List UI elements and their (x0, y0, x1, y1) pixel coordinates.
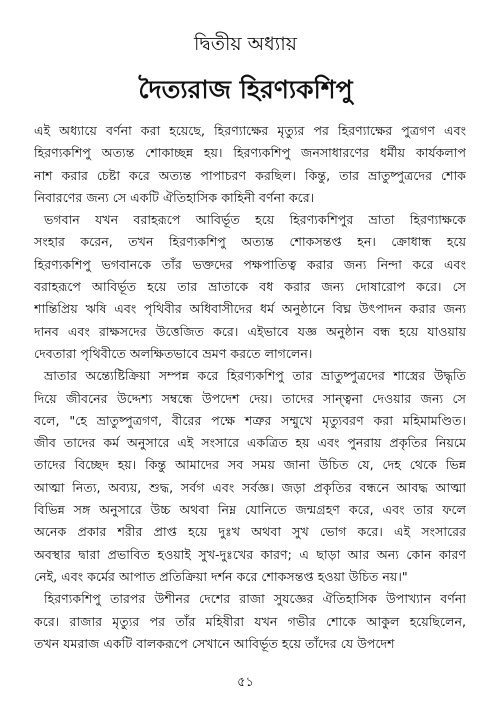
chapter-label: দ্বিতীয় অধ্যায় (194, 33, 297, 55)
text-line: অনেক প্রকার শরীর প্রাপ্ত হয়ে দুঃখ অথবা সুখ ভোগ করে। এই সংসারের (34, 524, 466, 540)
text-line: দানব এবং রাক্ষসদের উত্তেজিত করে। এইভাবে যজ্ঞ অনুষ্ঠান বন্ধ হয়ে যাওয়ায় (34, 323, 466, 339)
text-line: আত্মা নিত্য, অব্যয়, শুদ্ধ, সর্বগ এবং সর্বজ্ঞ। জড়া প্রকৃতির বন্ধনে আবদ্ধ আত্মা (34, 479, 466, 495)
text-line: ভ্রাতার অন্ত্যেষ্টিক্রিয়া সম্পন্ন করে হিরণ্যকশিপু তার ভ্রাতুষ্পুত্রদের শাস্ত্রের উদ্ধৃতি (44, 368, 466, 384)
text-line: শান্তিপ্রিয় ঋষি এবং পৃথিবীর অধিবাসীদের ধর্ম অনুষ্ঠানে বিঘ্ন উৎপাদন করার জন্য (34, 301, 466, 317)
text-line: করে। রাজার মৃত্যুর পর তাঁর মহিষীরা যখন গভীর শোকে আকুল হয়েছিলেন, (34, 613, 466, 629)
text-line: অবস্থার দ্বারা প্রভাবিত হওয়াই সুখ-দুঃখের কারণ; এ ছাড়া আর অন্য কোন কারণ (34, 546, 466, 562)
text-line: হিরণ্যকশিপু ভগবানকে তাঁর ভক্তদের পক্ষপাতিত্ব করার জন্য নিন্দা করে এবং (34, 256, 466, 272)
text-line: বিভিন্ন সঙ্গ অনুসারে উচ্চ অথবা নিম্ন যোনিতে জন্মগ্রহণ করে, এবং তার ফলে (34, 502, 466, 518)
body-text (34, 120, 466, 655)
page-number: ৫১ (237, 675, 254, 690)
chapter-title: দৈত্যরাজ হিরণ্যকশিপু (138, 75, 353, 104)
text-line: দিয়ে জীবনের উদ্দেশ্য সম্বন্ধে উপদেশ দেয়। তাদের সান্ত্বনা দেওয়ার জন্য সে (34, 390, 466, 406)
text-line: তখন যমরাজ একটি বালকরূপে সেখানে আবির্ভূত হয়ে তাঁদের যে উপদেশ (34, 635, 395, 651)
text-line: তাদের বিচ্ছেদ হয়। কিন্তু আমাদের সব সময় জানা উচিত যে, দেহ থেকে ভিন্ন (34, 457, 466, 473)
text-line: বরাহরূপে আবির্ভূত হয়ে তার ভ্রাতাকে বধ করার জন্য দোষারোপ করে। সে (34, 279, 466, 295)
text-line: হিরণ্যকশিপু অত্যন্ত শোকাচ্ছন্ন হয়। হিরণ্যকশিপু জনসাধারণের ধর্মীয় কার্যকলাপ (34, 145, 466, 161)
text-line: নেই, এবং কর্মের আপাত প্রতিক্রিয়া দর্শন করে শোকসন্তপ্ত হওয়া উচিত নয়।" (34, 568, 408, 584)
text-line: ভগবান যখন বরাহরূপে আবির্ভূত হয়ে হিরণ্যকশিপুর ভ্রাতা হিরণ্যাক্ষকে (44, 212, 466, 228)
text-line: জীব তাদের কর্ম অনুসারে এই সংসারে একত্রিত হয় এবং পুনরায় প্রকৃতির নিয়মে (34, 435, 466, 451)
text-line: সংহার করেন, তখন হিরণ্যকশিপু অত্যন্ত শোকসন্তপ্ত হন। ক্রোধান্ধ হয়ে (34, 234, 466, 250)
text-line: এই অধ্যায়ে বর্ণনা করা হয়েছে, হিরণ্যাক্ষের মৃত্যুর পর হিরণ্যাক্ষের পুত্রগণ এবং (34, 123, 466, 138)
text-line: নিবারণের জন্য সে একটি ঐতিহাসিক কাহিনী বর্ণনা করে। (34, 189, 315, 205)
text-line: নাশ করার চেষ্টা করে অত্যন্ত পাপাচরণ করছিল। কিন্তু, তার ভ্রাতুষ্পুত্রদের শোক (34, 167, 466, 183)
text-line: বলে, "হে ভ্রাতুষ্পুত্রগণ, বীরের পক্ষে শত্রুর সম্মুখে মৃত্যুবরণ করা মহিমামণ্ডিত। (34, 412, 466, 428)
text-line: দেবতারা পৃথিবীতে অলক্ষিতভাবে ভ্রমণ করতে লাগলেন। (34, 345, 313, 361)
text-line: হিরণ্যকশিপু তারপর উশীনর দেশের রাজা সুযজ্ঞের ঐতিহাসিক উপাখ্যান বর্ণনা (44, 591, 466, 607)
